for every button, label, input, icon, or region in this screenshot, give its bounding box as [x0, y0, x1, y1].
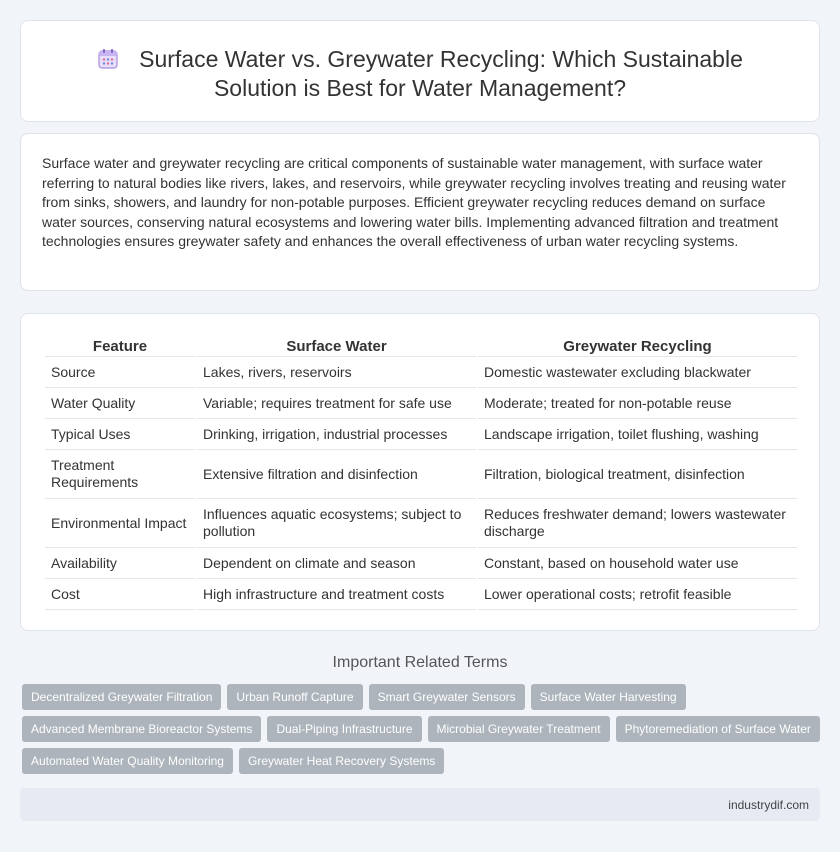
- tag-dual-piping-infrastructure[interactable]: Dual-Piping Infrastructure: [267, 716, 421, 742]
- header-surface-water: Surface Water: [197, 334, 476, 357]
- tag-urban-runoff-capture[interactable]: Urban Runoff Capture: [227, 684, 362, 710]
- title-line-1: Surface Water vs. Greywater Recycling: Which Sustainable: [139, 46, 743, 72]
- related-terms-title: Important Related Terms: [332, 654, 508, 671]
- tag-row: [22, 748, 822, 774]
- row-feature: Availability: [45, 548, 195, 579]
- row-surface-value: Lakes, rivers, reservoirs: [197, 357, 476, 388]
- row-feature: Treatment Requirements: [45, 450, 195, 499]
- footer: [20, 788, 820, 821]
- tag-decentralized-greywater-filtration[interactable]: Decentralized Greywater Filtration: [22, 684, 221, 710]
- comparison-table: [43, 334, 799, 610]
- row-feature: Environmental Impact: [45, 499, 195, 548]
- row-greywater-value: Domestic wastewater excluding blackwater: [478, 357, 797, 388]
- table-row: [45, 388, 797, 419]
- row-greywater-value: Filtration, biological treatment, disinfection: [478, 450, 797, 499]
- page-title: [21, 45, 819, 103]
- row-greywater-value: Landscape irrigation, toilet flushing, washing: [478, 419, 797, 450]
- row-greywater-value: Reduces freshwater demand; lowers wastewater discharge: [478, 499, 797, 548]
- table-row: [45, 450, 797, 499]
- comparison-card: [20, 313, 820, 631]
- row-surface-value: Drinking, irrigation, industrial processes: [197, 419, 476, 450]
- row-greywater-value: Moderate; treated for non-potable reuse: [478, 388, 797, 419]
- tag-surface-water-harvesting[interactable]: Surface Water Harvesting: [531, 684, 686, 710]
- table-row: [45, 579, 797, 610]
- header-greywater-recycling: Greywater Recycling: [478, 334, 797, 357]
- intro-paragraph: Surface water and greywater recycling are critical components of sustainable water management, with surface water referring to natural bodies like rivers, lakes, and reservoirs, while greywater recycling involves treating and reusing water from sinks, showers, and laundry for non-potable purposes. Efficient greywater recycling reduces demand on surface water sources, conserving natural ecosystems and lowering water bills. Implementing advanced filtration and treatment technologies ensures greywater safety and enhances the overall effectiveness of urban water recycling systems.: [42, 155, 786, 250]
- tag-automated-water-quality-monitoring[interactable]: Automated Water Quality Monitoring: [22, 748, 233, 774]
- row-surface-value: Extensive filtration and disinfection: [197, 450, 476, 499]
- row-surface-value: High infrastructure and treatment costs: [197, 579, 476, 610]
- tag-row: [22, 684, 822, 710]
- row-greywater-value: Lower operational costs; retrofit feasible: [478, 579, 797, 610]
- table-row: [45, 548, 797, 579]
- tag-greywater-heat-recovery-systems[interactable]: Greywater Heat Recovery Systems: [239, 748, 444, 774]
- row-feature: Typical Uses: [45, 419, 195, 450]
- table-row: [45, 357, 797, 388]
- row-feature: Source: [45, 357, 195, 388]
- header-feature: Feature: [45, 334, 195, 357]
- table-row: [45, 419, 797, 450]
- row-greywater-value: Constant, based on household water use: [478, 548, 797, 579]
- table-row: [45, 499, 797, 548]
- tag-advanced-membrane-bioreactor-systems[interactable]: Advanced Membrane Bioreactor Systems: [22, 716, 261, 742]
- row-feature: Water Quality: [45, 388, 195, 419]
- footer-site-link[interactable]: industrydif.com: [728, 798, 809, 812]
- calendar-icon: [97, 48, 119, 70]
- row-surface-value: Variable; requires treatment for safe use: [197, 388, 476, 419]
- tag-row: [22, 716, 822, 742]
- tag-smart-greywater-sensors[interactable]: Smart Greywater Sensors: [369, 684, 525, 710]
- header-card: [20, 20, 820, 122]
- title-line-2: Solution is Best for Water Management?: [213, 75, 627, 101]
- intro-card: [20, 133, 820, 291]
- related-terms-tags: [22, 684, 822, 780]
- tag-phytoremediation-of-surface-water[interactable]: Phytoremediation of Surface Water: [616, 716, 820, 742]
- row-surface-value: Dependent on climate and season: [197, 548, 476, 579]
- row-surface-value: Influences aquatic ecosystems; subject to pollution: [197, 499, 476, 548]
- tag-microbial-greywater-treatment[interactable]: Microbial Greywater Treatment: [428, 716, 610, 742]
- row-feature: Cost: [45, 579, 195, 610]
- table-header-row: [45, 334, 797, 357]
